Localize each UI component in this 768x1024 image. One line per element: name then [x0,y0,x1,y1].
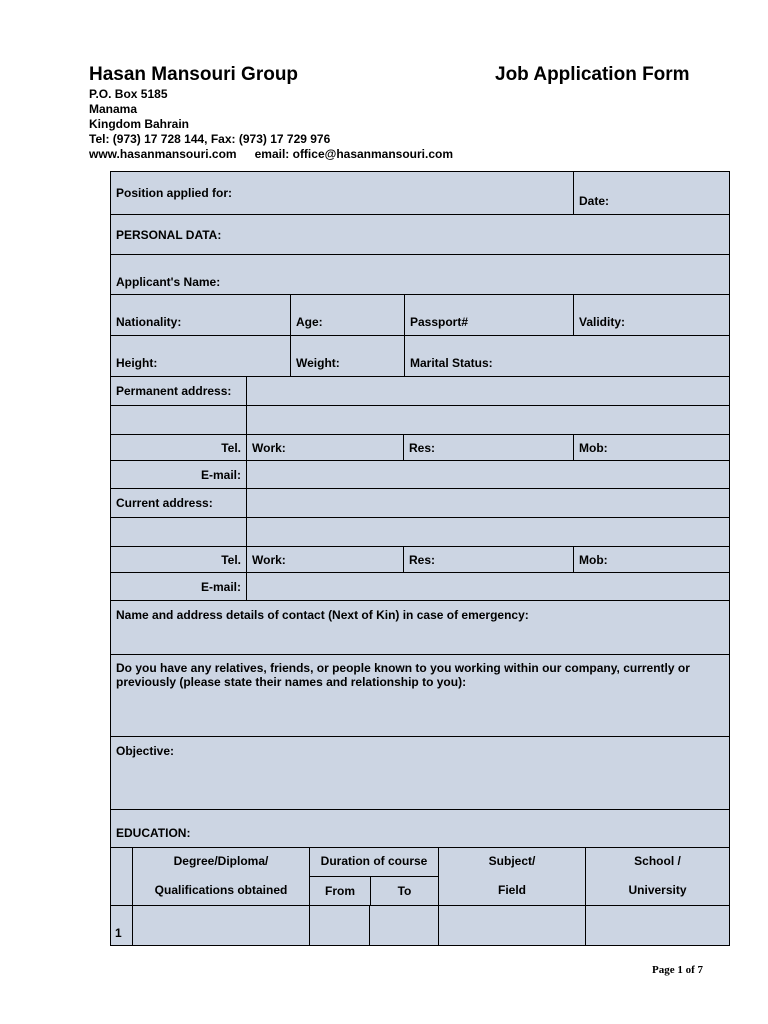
nationality-field[interactable] [111,295,290,335]
height-row [110,336,730,377]
res-phone-field[interactable] [403,435,573,460]
age-label: Age: [296,315,323,329]
position-row [110,171,730,215]
subject-cell[interactable] [438,906,585,945]
email-label: E-mail: [200,579,241,594]
school-header-line1: School / [634,854,681,868]
weight-label: Weight: [296,356,340,370]
personal-data-label: PERSONAL DATA: [116,227,222,242]
nationality-row [110,295,730,336]
school-cell[interactable] [585,906,729,945]
mob-label: Mob: [579,552,608,567]
work-phone-field[interactable] [246,435,403,460]
validity-label: Validity: [579,315,626,329]
relatives-row [110,655,730,737]
degree-header-line2: Qualifications obtained [154,883,288,897]
tel-label: Tel. [221,440,241,455]
objective-field[interactable] [111,737,729,809]
current-tel-row [110,547,730,573]
current-address-row-2 [110,518,730,547]
address-line: Tel: (973) 17 728 144, Fax: (973) 17 729 976 [89,132,331,146]
res-label: Res: [409,440,436,455]
current-address-label: Current address: [116,496,213,510]
current-address-row [110,489,730,518]
marital-status-label: Marital Status: [410,356,493,370]
education-heading: EDUCATION: [116,825,191,840]
position-applied-field[interactable] [111,172,573,214]
to-cell[interactable] [369,906,438,945]
weight-field[interactable] [290,336,404,376]
permanent-address-label: Permanent address: [116,384,232,398]
permanent-address-row [110,377,730,406]
school-header-line2: University [628,883,687,897]
permanent-address-row-2 [110,406,730,435]
applicant-name-field[interactable] [111,255,729,294]
res-phone-field[interactable] [403,547,573,572]
validity-field[interactable] [573,295,729,335]
address-line: Kingdom Bahrain [89,117,190,131]
height-label: Height: [116,356,158,370]
res-label: Res: [409,552,436,567]
height-field[interactable] [111,336,290,376]
mob-label: Mob: [579,440,608,455]
mob-phone-field[interactable] [573,547,729,572]
current-email-field[interactable] [246,573,729,600]
applicant-name-row [110,255,730,295]
duration-header [309,848,438,905]
blank-label-cell [111,406,246,434]
current-address-field-2[interactable] [246,518,729,546]
marital-status-field[interactable] [404,336,729,376]
web-email-line [89,147,453,162]
next-of-kin-row [110,601,730,655]
position-label: Position applied for: [116,186,232,200]
personal-data-row [110,215,730,255]
permanent-email-row [110,461,730,489]
current-address-field[interactable] [246,489,729,517]
blank-label-cell [111,518,246,546]
work-label: Work: [252,440,286,455]
objective-label: Objective: [116,744,175,758]
education-heading-row [110,810,730,848]
permanent-address-field-2[interactable] [246,406,729,434]
relatives-label: Do you have any relatives, friends, or people known to you working within our company, currently or previously (please state their names and relationship to you): [116,661,690,689]
company-name: Hasan Mansouri Group [89,64,299,85]
work-phone-field[interactable] [246,547,403,572]
degree-header [132,848,309,905]
form-title: Job Application Form [495,64,690,85]
row-number-header [111,848,132,905]
degree-cell[interactable] [132,906,309,945]
current-email-row [110,573,730,601]
subject-header-line1: Subject/ [488,854,536,868]
page-number: Page 1 of 7 [652,964,704,976]
nationality-label: Nationality: [116,315,182,329]
school-header [585,848,729,905]
from-cell[interactable] [309,906,369,945]
website-link[interactable]: www.hasanmansouri.com [89,147,237,161]
education-row [110,906,730,946]
address-line: P.O. Box 5185 [89,87,168,101]
objective-row [110,737,730,810]
applicant-name-label: Applicant's Name: [116,274,221,289]
email-text[interactable]: email: office@hasanmansouri.com [254,147,454,161]
age-field[interactable] [290,295,404,335]
permanent-email-field[interactable] [246,461,729,488]
company-address [89,87,453,162]
address-line: Manama [89,102,138,116]
education-table-header [110,848,730,906]
next-of-kin-label: Name and address details of contact (Next of Kin) in case of emergency: [116,608,529,622]
degree-header-line1: Degree/Diploma/ [173,854,269,868]
to-header: To [370,876,438,905]
application-form [110,171,730,946]
subject-header [438,848,585,905]
duration-header-label: Duration of course [320,854,428,868]
email-label: E-mail: [200,467,241,482]
work-label: Work: [252,552,286,567]
tel-label: Tel. [221,552,241,567]
relatives-field[interactable] [111,655,729,736]
date-label: Date: [579,194,610,208]
permanent-address-field[interactable] [246,377,729,405]
permanent-tel-row [110,435,730,461]
next-of-kin-field[interactable] [111,601,729,654]
passport-label: Passport# [410,315,469,329]
from-header: From [325,883,355,898]
row-number: 1 [115,926,122,940]
date-field[interactable] [573,172,729,214]
subject-header-line2: Field [497,883,526,897]
personal-data-heading [111,215,729,254]
passport-field[interactable] [404,295,573,335]
mob-phone-field[interactable] [573,435,729,460]
